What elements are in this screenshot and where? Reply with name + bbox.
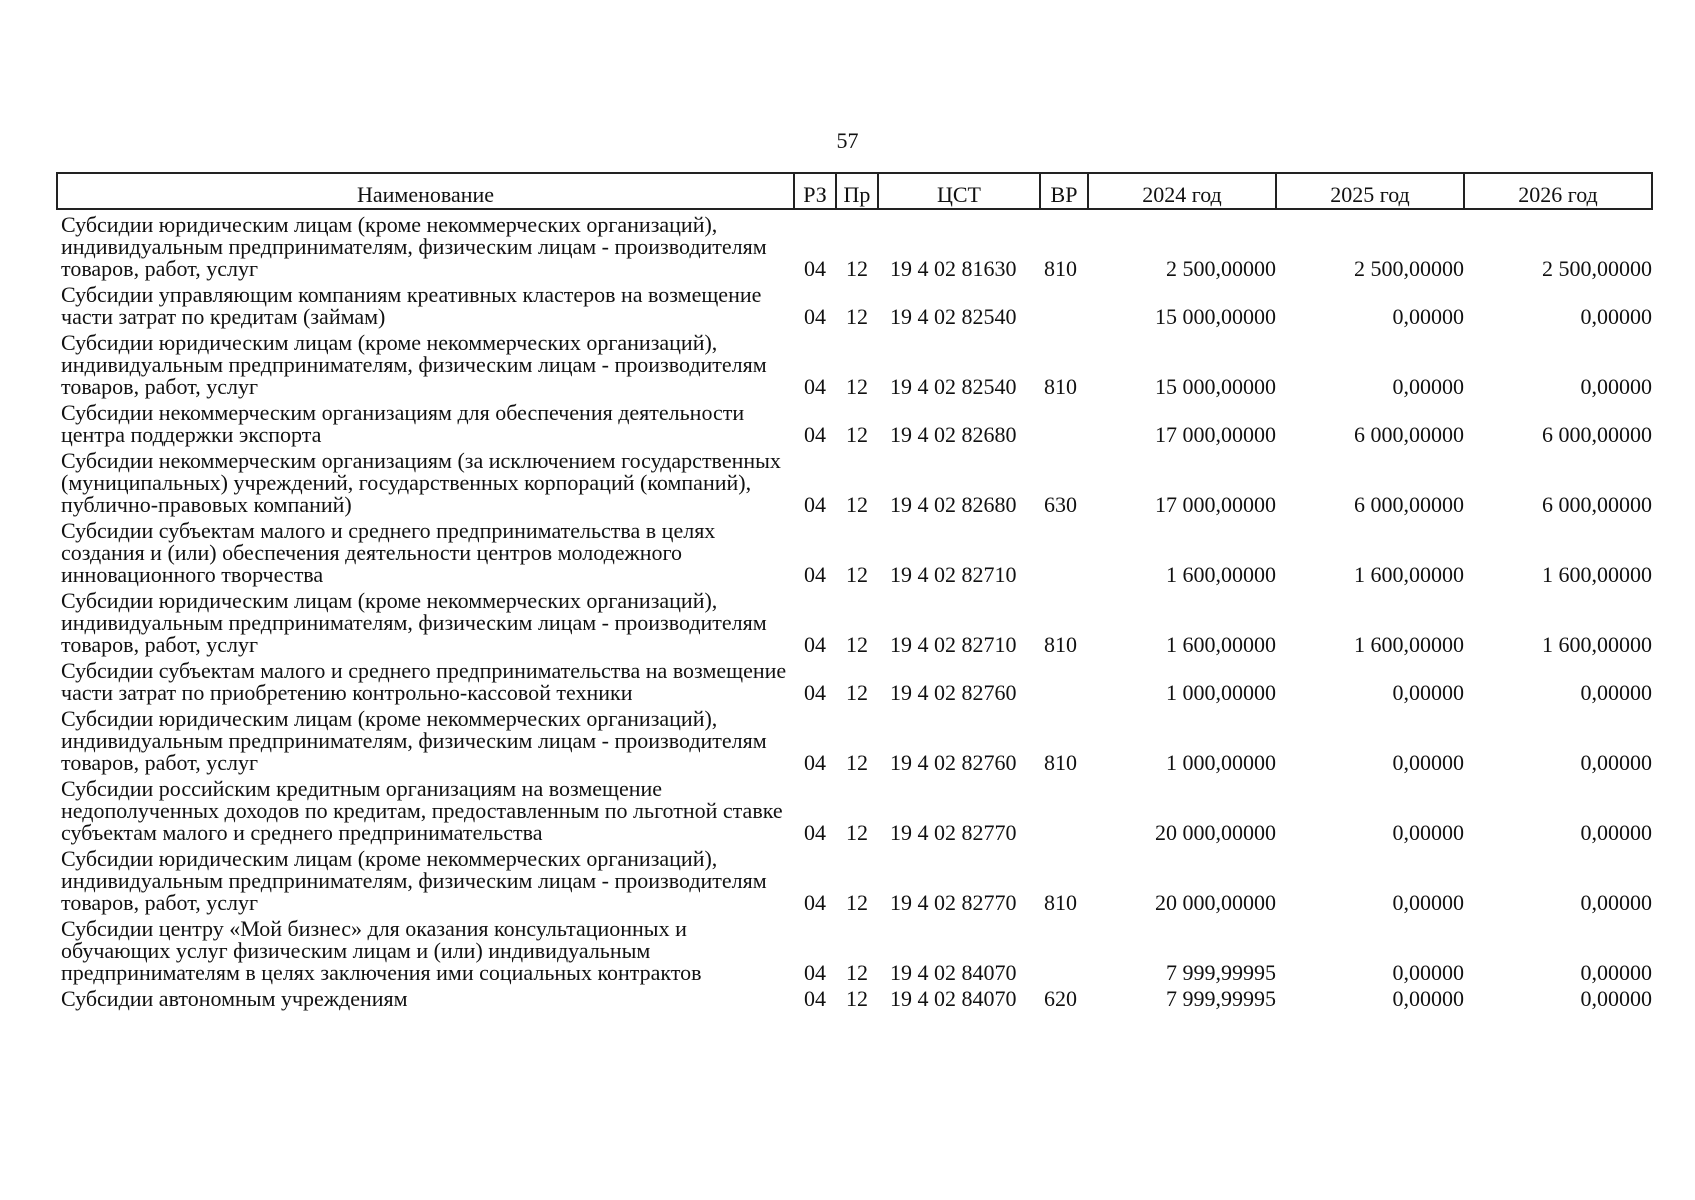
- row-cst: 19 4 02 82710: [890, 562, 1017, 587]
- row-rz: 04: [804, 492, 826, 517]
- table-row: [57, 774, 1652, 844]
- row-2025: 1 600,00000: [1354, 632, 1464, 657]
- header-cst: ЦСТ: [878, 173, 1040, 209]
- row-name: Субсидии некоммерческим организациям (за исключением государственных (муниципальных) учреждений, государственных корпораций (компаний), публично-правовых компаний): [61, 448, 781, 517]
- row-2026: 0,00000: [1580, 374, 1652, 399]
- row-name: Субсидии юридическим лицам (кроме некоммерческих организаций), индивидуальным предпринимателям, физическим лицам - производителям товаров, работ, услуг: [61, 588, 767, 657]
- row-vr: 810: [1044, 374, 1077, 399]
- header-rz: РЗ: [794, 173, 836, 209]
- row-pr: 12: [846, 304, 868, 329]
- row-rz: 04: [804, 304, 826, 329]
- row-2026: 0,00000: [1580, 960, 1652, 985]
- row-vr: 810: [1044, 890, 1077, 915]
- table-row: [57, 280, 1652, 328]
- row-vr: 620: [1044, 986, 1077, 1011]
- row-cst: 19 4 02 84070: [890, 986, 1017, 1011]
- row-2026: 1 600,00000: [1542, 632, 1652, 657]
- row-2024: 7 999,99995: [1166, 986, 1276, 1011]
- row-2026: 0,00000: [1580, 890, 1652, 915]
- row-rz: 04: [804, 986, 826, 1011]
- row-rz: 04: [804, 422, 826, 447]
- row-2025: 0,00000: [1392, 304, 1464, 329]
- table-row: [57, 704, 1652, 774]
- table-row: [57, 398, 1652, 446]
- page-number: 57: [836, 128, 859, 153]
- row-2026: 0,00000: [1580, 304, 1652, 329]
- header-2026: 2026 год: [1464, 173, 1652, 209]
- row-pr: 12: [846, 750, 868, 775]
- header-name: Наименование: [57, 173, 794, 209]
- row-pr: 12: [846, 374, 868, 399]
- table-row: [57, 844, 1652, 914]
- row-cst: 19 4 02 82710: [890, 632, 1017, 657]
- row-2024: 17 000,00000: [1155, 492, 1276, 517]
- row-pr: 12: [846, 422, 868, 447]
- row-2024: 2 500,00000: [1166, 256, 1276, 281]
- row-2025: 0,00000: [1392, 750, 1464, 775]
- row-2025: 1 600,00000: [1354, 562, 1464, 587]
- row-pr: 12: [846, 562, 868, 587]
- row-rz: 04: [804, 632, 826, 657]
- row-vr: [1040, 656, 1088, 704]
- row-pr: 12: [846, 492, 868, 517]
- row-rz: 04: [804, 820, 826, 845]
- row-cst: 19 4 02 84070: [890, 960, 1017, 985]
- row-vr: 810: [1044, 632, 1077, 657]
- table-row: [57, 656, 1652, 704]
- row-2025: 6 000,00000: [1354, 492, 1464, 517]
- row-cst: 19 4 02 82760: [890, 680, 1017, 705]
- row-name: Субсидии юридическим лицам (кроме некоммерческих организаций), индивидуальным предпринимателям, физическим лицам - производителям товаров, работ, услуг: [61, 706, 767, 775]
- row-2026: 0,00000: [1580, 680, 1652, 705]
- header-2025: 2025 год: [1276, 173, 1464, 209]
- row-vr: 810: [1044, 750, 1077, 775]
- row-cst: 19 4 02 82540: [890, 374, 1017, 399]
- row-rz: 04: [804, 374, 826, 399]
- row-2024: 17 000,00000: [1155, 422, 1276, 447]
- table-header-row: [57, 173, 1652, 209]
- row-name: Субсидии автономным учреждениям: [61, 986, 408, 1011]
- table-row: [57, 446, 1652, 516]
- row-cst: 19 4 02 82540: [890, 304, 1017, 329]
- header-pr: Пр: [836, 173, 878, 209]
- row-2025: 0,00000: [1392, 890, 1464, 915]
- row-name: Субсидии центру «Мой бизнес» для оказания консультационных и обучающих услуг физическим лицам и (или) индивидуальным предпринимателям в целях заключения ими социальных контрактов: [61, 916, 702, 985]
- row-rz: 04: [804, 680, 826, 705]
- row-2024: 20 000,00000: [1155, 820, 1276, 845]
- header-vr: ВР: [1040, 173, 1088, 209]
- row-cst: 19 4 02 82760: [890, 750, 1017, 775]
- row-2024: 1 600,00000: [1166, 632, 1276, 657]
- row-pr: 12: [846, 256, 868, 281]
- table-row: [57, 586, 1652, 656]
- row-cst: 19 4 02 82770: [890, 820, 1017, 845]
- table-row: [57, 984, 1652, 1010]
- row-pr: 12: [846, 632, 868, 657]
- row-vr: [1040, 774, 1088, 844]
- row-name: Субсидии российским кредитным организациям на возмещение недополученных доходов по кредитам, предоставленным по льготной ставке субъектам малого и среднего предпринимательства: [61, 776, 783, 845]
- row-pr: 12: [846, 960, 868, 985]
- row-name: Субсидии субъектам малого и среднего предпринимательства в целях создания и (или) обеспечения деятельности центров молодежного инновационного творчества: [61, 518, 716, 587]
- header-2024: 2024 год: [1088, 173, 1276, 209]
- row-vr: [1040, 914, 1088, 984]
- row-2026: 6 000,00000: [1542, 422, 1652, 447]
- row-2025: 6 000,00000: [1354, 422, 1464, 447]
- row-2024: 15 000,00000: [1155, 304, 1276, 329]
- row-pr: 12: [846, 680, 868, 705]
- row-rz: 04: [804, 256, 826, 281]
- row-pr: 12: [846, 986, 868, 1011]
- row-name: Субсидии субъектам малого и среднего предпринимательства на возмещение части затрат по приобретению контрольно-кассовой техники: [61, 658, 787, 705]
- row-2026: 0,00000: [1580, 986, 1652, 1011]
- row-cst: 19 4 02 82770: [890, 890, 1017, 915]
- row-rz: 04: [804, 960, 826, 985]
- table-row: [57, 328, 1652, 398]
- row-vr: 810: [1044, 256, 1077, 281]
- table-row: [57, 516, 1652, 586]
- row-2026: 0,00000: [1580, 820, 1652, 845]
- row-pr: 12: [846, 820, 868, 845]
- row-2024: 15 000,00000: [1155, 374, 1276, 399]
- row-name: Субсидии некоммерческим организациям для обеспечения деятельности центра поддержки экспорта: [61, 400, 745, 447]
- table-row: [57, 209, 1652, 280]
- row-name: Субсидии управляющим компаниям креативных кластеров на возмещение части затрат по кредитам (займам): [61, 282, 762, 329]
- row-2024: 1 000,00000: [1166, 680, 1276, 705]
- row-vr: [1040, 516, 1088, 586]
- row-2025: 0,00000: [1392, 986, 1464, 1011]
- row-name: Субсидии юридическим лицам (кроме некоммерческих организаций), индивидуальным предпринимателям, физическим лицам - производителям товаров, работ, услуг: [61, 330, 767, 399]
- row-2026: 2 500,00000: [1542, 256, 1652, 281]
- row-2026: 6 000,00000: [1542, 492, 1652, 517]
- row-rz: 04: [804, 890, 826, 915]
- budget-table: [56, 172, 1653, 1010]
- row-2025: 2 500,00000: [1354, 256, 1464, 281]
- row-cst: 19 4 02 82680: [890, 492, 1017, 517]
- row-2024: 1 600,00000: [1166, 562, 1276, 587]
- row-rz: 04: [804, 562, 826, 587]
- row-2025: 0,00000: [1392, 820, 1464, 845]
- row-vr: 630: [1044, 492, 1077, 517]
- row-2024: 7 999,99995: [1166, 960, 1276, 985]
- row-pr: 12: [846, 890, 868, 915]
- row-name: Субсидии юридическим лицам (кроме некоммерческих организаций), индивидуальным предпринимателям, физическим лицам - производителям товаров, работ, услуг: [61, 212, 767, 281]
- row-cst: 19 4 02 82680: [890, 422, 1017, 447]
- row-2024: 1 000,00000: [1166, 750, 1276, 775]
- table-row: [57, 914, 1652, 984]
- row-vr: [1040, 280, 1088, 328]
- row-2026: 0,00000: [1580, 750, 1652, 775]
- row-cst: 19 4 02 81630: [890, 256, 1017, 281]
- row-2024: 20 000,00000: [1155, 890, 1276, 915]
- row-rz: 04: [804, 750, 826, 775]
- row-2026: 1 600,00000: [1542, 562, 1652, 587]
- row-vr: [1040, 398, 1088, 446]
- row-name: Субсидии юридическим лицам (кроме некоммерческих организаций), индивидуальным предпринимателям, физическим лицам - производителям товаров, работ, услуг: [61, 846, 767, 915]
- row-2025: 0,00000: [1392, 960, 1464, 985]
- row-2025: 0,00000: [1392, 680, 1464, 705]
- row-2025: 0,00000: [1392, 374, 1464, 399]
